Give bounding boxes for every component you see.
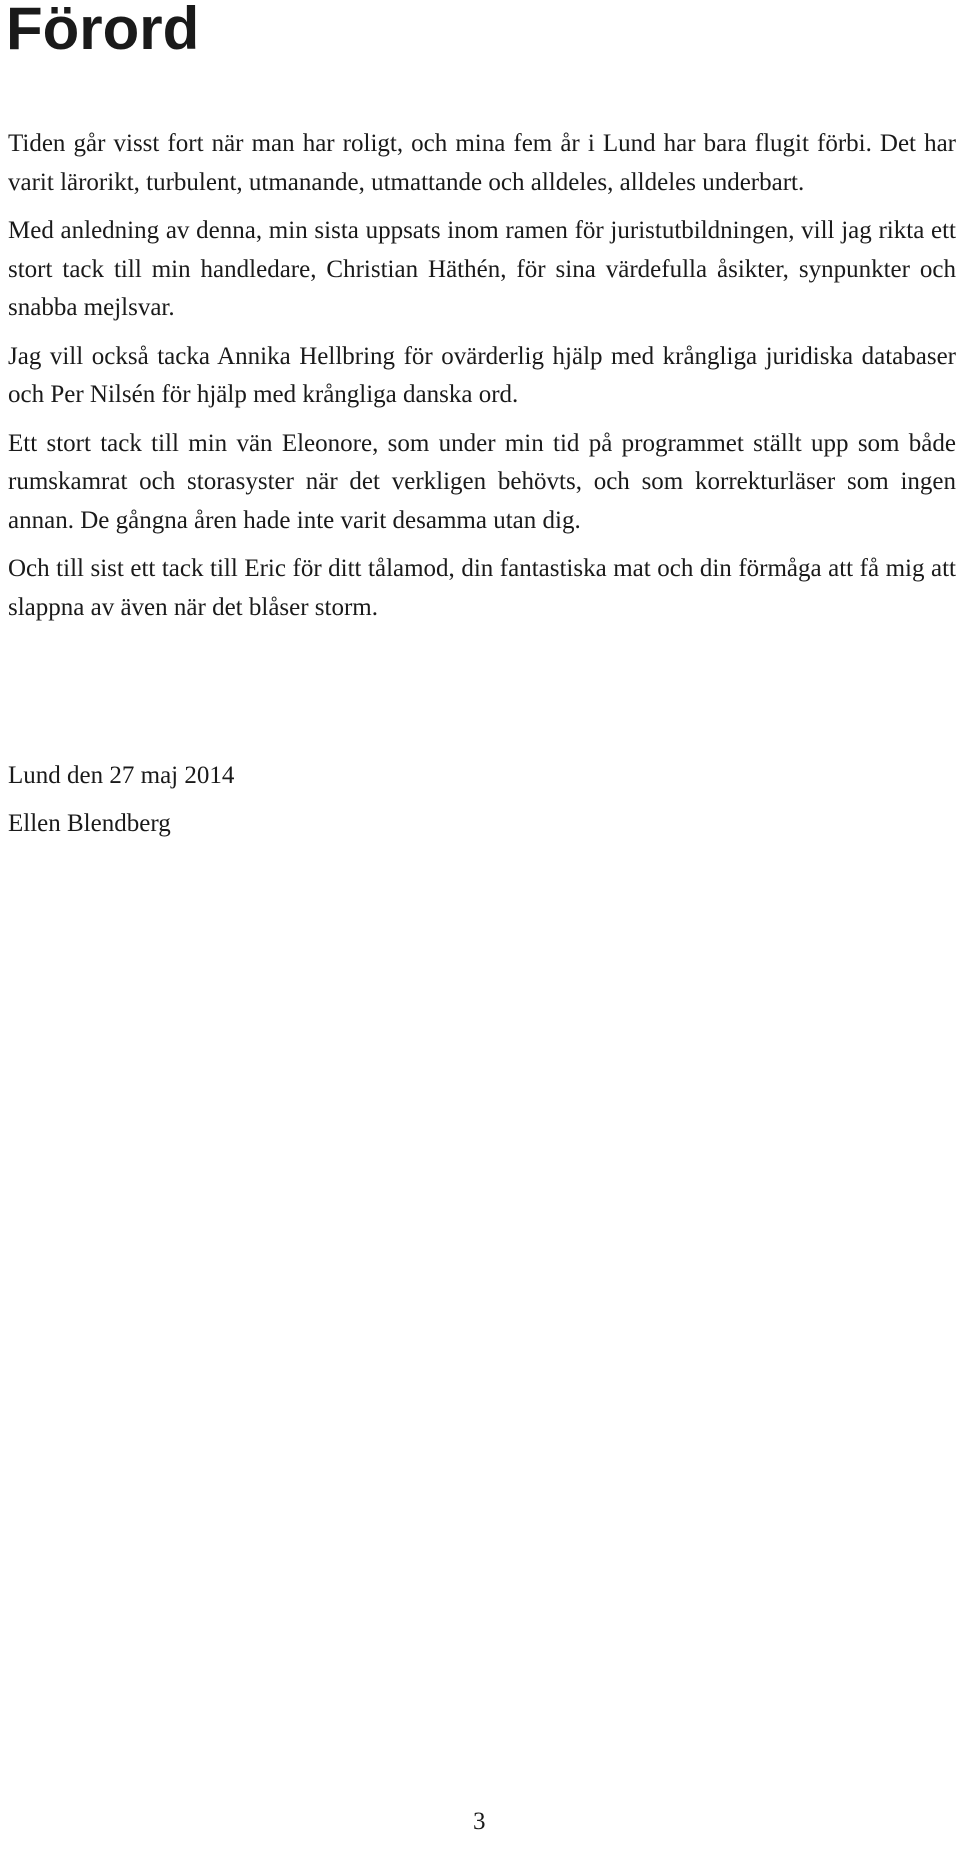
page-title: Förord — [6, 0, 200, 62]
paragraph: Och till sist ett tack till Eric för ditt tålamod, din fantastiska mat och din förmåga att få mig att slappna av även när det blåser storm. — [8, 555, 956, 621]
foreword-body — [8, 125, 956, 637]
paragraph: Ett stort tack till min vän Eleonore, som under min tid på programmet ställt upp som både rumskamrat och storasyster när det verkligen behövts, och som korrekturläser som ingen annan. De gångna åren hade inte varit desamma utan dig. — [8, 429, 956, 534]
paragraph: Jag vill också tacka Annika Hellbring för ovärderlig hjälp med krångliga juridiska databaser och Per Nilsén för hjälp med krångliga danska ord. — [8, 342, 956, 408]
page-number: 3 — [473, 1808, 486, 1835]
place-date: Lund den 27 maj 2014 — [8, 762, 235, 789]
paragraph: Tiden går visst fort när man har roligt, och mina fem år i Lund har bara flugit förbi. Det har varit lärorikt, turbulent, utmanande, utmattande och alldeles, alldeles underbart. — [8, 130, 956, 196]
signature-block — [8, 752, 234, 848]
author-name: Ellen Blendberg — [8, 810, 171, 837]
paragraph: Med anledning av denna, min sista uppsats inom ramen för juristutbildningen, vill jag rikta ett stort tack till min handledare, Christian Häthén, för sina värdefulla åsikter, synpunkter och snabba mejlsvar. — [8, 217, 956, 321]
